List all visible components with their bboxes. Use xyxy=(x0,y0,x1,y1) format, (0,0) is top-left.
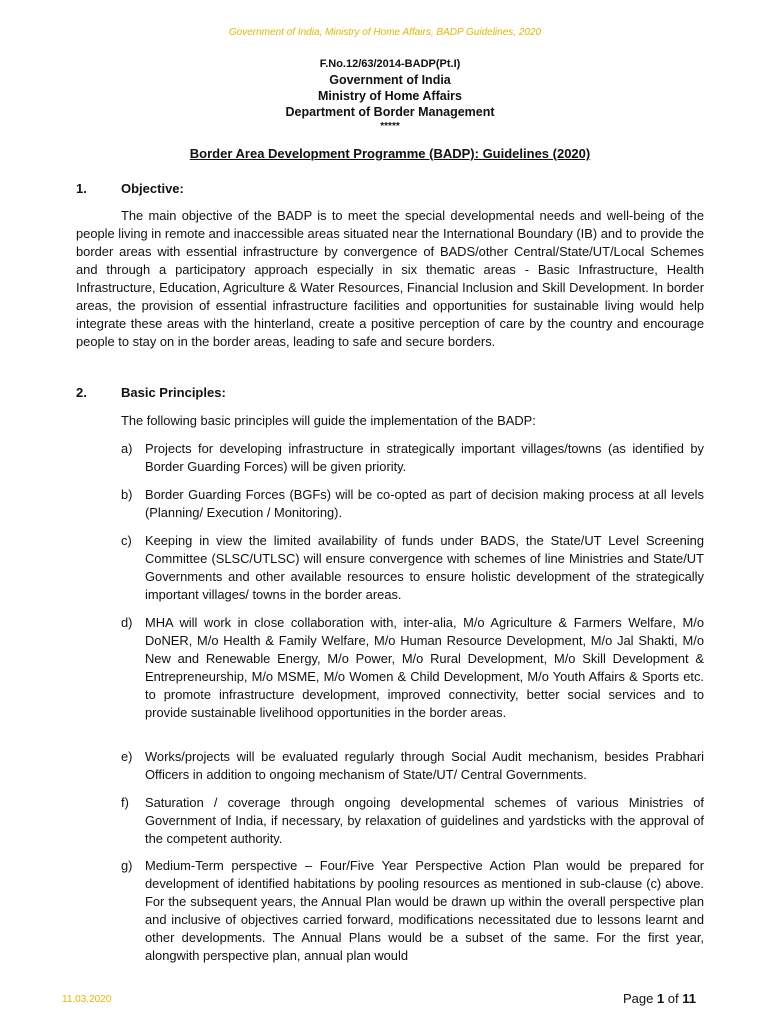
list-item-g xyxy=(121,857,704,965)
list-item-a xyxy=(121,440,704,476)
running-header: Government of India, Ministry of Home Affairs, BADP Guidelines, 2020 xyxy=(228,27,542,38)
section-title: Objective: xyxy=(121,181,184,196)
list-marker: g) xyxy=(121,858,133,873)
file-number: F.No.12/63/2014-BADP(Pt.I) xyxy=(319,58,461,70)
section-1-heading xyxy=(76,181,184,196)
list-item-text: Works/projects will be evaluated regularly through Social Audit mechanism, besides Prabhari Officers in addition to ongoing mechanism of State/UT/ Central Governments. xyxy=(145,749,704,782)
section-2-heading xyxy=(76,385,226,400)
separator-stars: ***** xyxy=(380,121,400,132)
list-item-text: Projects for developing infrastructure in strategically important villages/towns (as identified by Border Guarding Forces) will be given priority. xyxy=(145,441,704,474)
list-item-text: Saturation / coverage through ongoing developmental schemes of various Ministries of Government of India, if necessary, by relaxation of guidelines and yardsticks with the approval of the competent authority. xyxy=(145,795,704,846)
letterhead xyxy=(0,56,770,134)
page-number: Page 1 of 11 xyxy=(622,991,696,1006)
section-title: Basic Principles: xyxy=(121,385,226,400)
objective-paragraph xyxy=(76,207,704,351)
section-number: 1. xyxy=(76,181,87,196)
list-marker: b) xyxy=(121,487,133,502)
list-marker: d) xyxy=(121,615,133,630)
list-item-f xyxy=(121,794,704,848)
list-item-text: Keeping in view the limited availability of funds under BADS, the State/UT Level Screening Committee (SLSC/UTLSC) will ensure convergence with schemes of line Ministries and State/UT Governments and other available resources to ensure holistic development of the strategically important villages/ towns in the border areas. xyxy=(145,533,704,602)
department-line: Department of Border Management xyxy=(285,105,495,119)
list-item-text: MHA will work in close collaboration with, inter-alia, M/o Agriculture & Farmers Welfare, M/o DoNER, M/o Health & Family Welfare, M/o Human Resource Development, M/o Jal Shakti, M/o New and Renewable Energy, M/o Power, M/o Rural Development, M/o Skill Development & Entrepreneurship, M/o MSME, M/o Women & Child Development, M/o Youth Affairs & Sports etc. to promote infrastructure development, improved connectivity, better social services and to provide sustainable livelihood opportunities in the border areas. xyxy=(145,615,704,720)
list-item-d xyxy=(121,614,704,722)
section-number: 2. xyxy=(76,385,87,400)
list-marker: e) xyxy=(121,749,133,764)
list-marker: f) xyxy=(121,795,129,810)
list-item-text: Medium-Term perspective – Four/Five Year Perspective Action Plan would be prepared for development of identified habitations by pooling resources as mentioned in sub-clause (c) above. For the subsequent years, the Annual Plan would be drawn up within the overall perspective plan and inclusive of objectives carried forward, modifications necessitated due to lessons learnt and other developments. The Annual Plans would be a subset of the same. For the first year, alongwith perspective plan, annual plan would xyxy=(145,858,704,963)
government-line: Government of India xyxy=(329,73,451,87)
list-item-c xyxy=(121,532,704,604)
objective-text: The main objective of the BADP is to meet the special developmental needs and well-being of the people living in remote and inaccessible areas situated near the International Boundary (IB) and to provide the border areas with essential infrastructure by convergence of BADS/other Central/State/UT/Local Schemes and through a participatory approach especially in six thematic areas - Basic Infrastructure, Health Infrastructure, Education, Agriculture & Water Resources, Financial Inclusion and Skill Development. In border areas, the provision of essential infrastructure facilities and opportunities for sustainable living would help integrate these areas with the hinterland, create a positive perception of care by the country and encourage people to stay on in the border areas, leading to safe and secure borders. xyxy=(76,208,704,349)
ministry-line: Ministry of Home Affairs xyxy=(317,89,462,103)
list-marker: a) xyxy=(121,441,133,456)
list-item-text: Border Guarding Forces (BGFs) will be co-opted as part of decision making process at all levels (Planning/ Execution / Monitoring). xyxy=(145,487,704,520)
list-marker: c) xyxy=(121,533,132,548)
document-title: Border Area Development Programme (BADP): Guidelines (2020) xyxy=(189,146,591,161)
list-item-b xyxy=(121,486,704,522)
footer-date: 11.03.2020 xyxy=(62,994,112,1005)
principles-lead: The following basic principles will guide the implementation of the BADP: xyxy=(121,413,536,428)
list-item-e xyxy=(121,748,704,784)
